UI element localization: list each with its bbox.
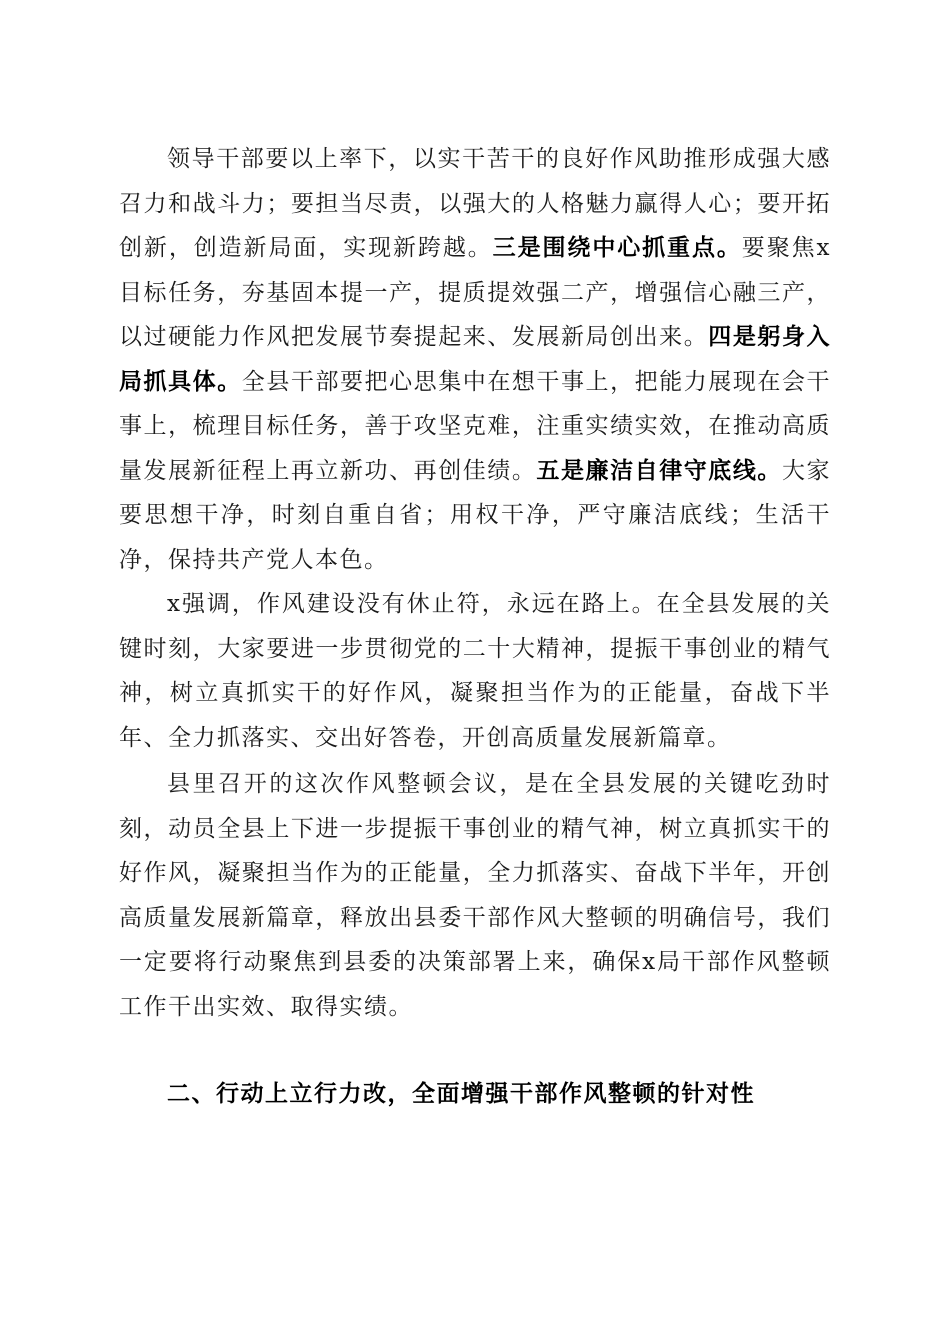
- paragraph-text: 大家要思想干净，时刻自重自省；用权干净，严守廉洁底线；生活干净，保持共产党人本色。: [119, 457, 832, 573]
- paragraph-meeting-summary: 县里召开的这次作风整顿会议，是在全县发展的关键吃劲时刻，动员全县上下进一步提振干事创业的精气神，树立真抓实干的好作风，凝聚担当作为的正能量，全力抓落实、奋战下半年，开创高质量发展新篇章，释放出县委干部作风大整顿的明确信号，我们一定要将行动聚焦到县委的决策部署上来，确保x局干部作风整顿工作干出实效、取得实绩。: [119, 771, 831, 1020]
- paragraph-text: 领导干部要以上率下，以实干苦干的良好作风助推形成强大感召力和战斗力；要担当尽责，以强大的人格魅力赢得人心；要开拓创新，创造新局面，实现新跨越。: [119, 146, 831, 261]
- paragraph-text: 全县干部要把心思集中在想干事上，把能力展现在会干事上，梳理目标任务，善于攻坚克难，注重实绩实效，在推动高质量发展新征程上再立新功、再创佳绩。: [119, 368, 832, 484]
- paragraph-leadership-duties: [119, 137, 831, 582]
- bold-point-four: 四是躬身入局抓具体。: [119, 323, 832, 395]
- paragraph-emphasis: x强调，作风建设没有休止符，永远在路上。在全县发展的关键时刻，大家要进一步贯彻党的二十大精神，提振干事创业的精气神，树立真抓实干的好作风，凝聚担当作为的正能量，奋战下半年、全力抓落实、交出好答卷，开创高质量发展新篇章。: [119, 591, 831, 751]
- section-heading-2: 二、行动上立行力改，全面增强干部作风整顿的针对性: [167, 1080, 755, 1107]
- bold-point-five: 五是廉洁自律守底线。: [536, 456, 782, 484]
- paragraph-text: 要聚焦x目标任务，夯基固本提一产，提质提效强二产，增强信心融三产，以过硬能力作风把发展节奏提起来、发展新局创出来。: [119, 235, 832, 350]
- bold-point-three: 三是围绕中心抓重点。: [492, 234, 742, 261]
